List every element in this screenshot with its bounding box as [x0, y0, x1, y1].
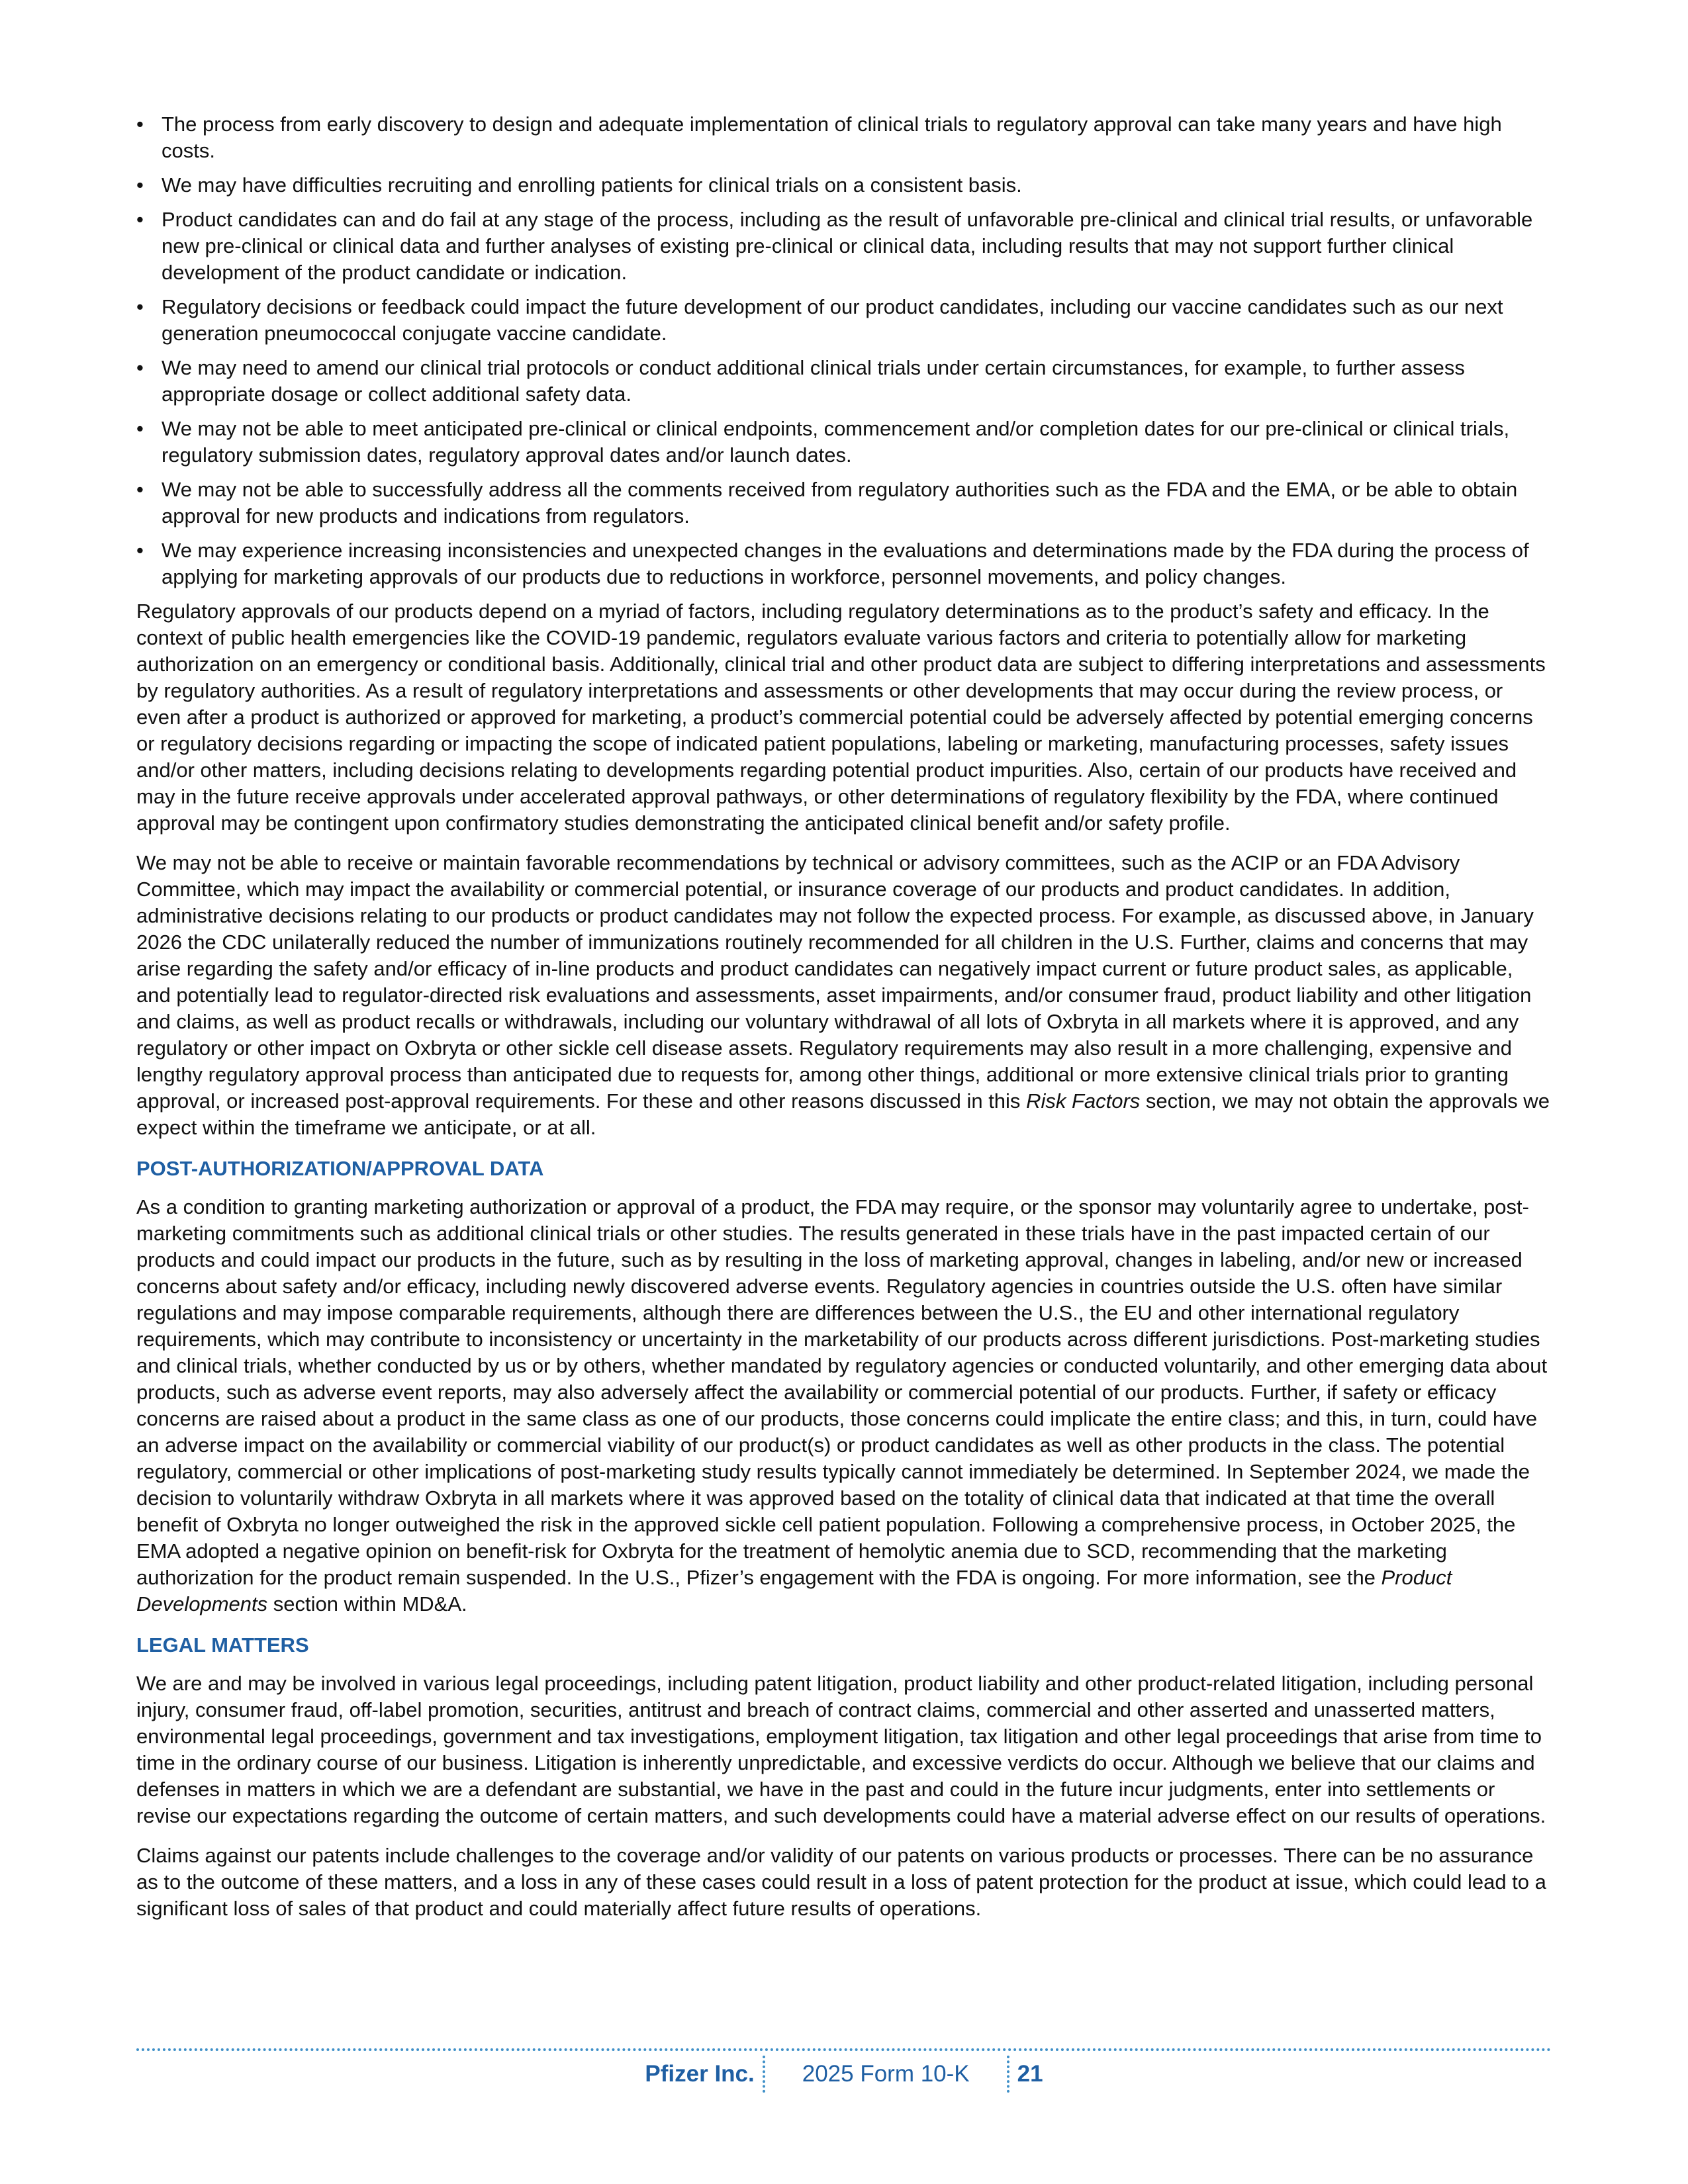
bullet-text: We may experience increasing inconsistencies and unexpected changes in the evaluations and determinations made by the FDA during the process of applying for marketing approvals of our products due to reductions in workforce, personnel movements, and policy changes. — [162, 539, 1529, 588]
bullet-text: We may not be able to meet anticipated pre-clinical or clinical endpoints, commencement and/or completion dates for our pre-clinical or clinical trials, regulatory submission dates, regulatory approval dates and/or launch dates. — [162, 417, 1510, 467]
paragraph-text: We may not be able to receive or maintain favorable recommendations by technical or advisory committees, such as the ACIP or an FDA Advisory Committee, which may impact the availability or commercial potential, or insurance coverage of our products and product candidates. In addition, administrative decisions relating to our products or product candidates may not follow the expected process. For example, as discussed above, in January 2026 the CDC unilaterally reduced the number of immunizations routinely recommended for all children in the U.S. Further, claims and concerns that may arise regarding the safety and/or efficacy of in-line products and product candidates can negatively impact current or future product sales, as applicable, and potentially lead to regulator-directed risk evaluations and assessments, asset impairments, and/or consumer fraud, product liability and other litigation and claims, as well as product recalls or withdrawals, including our voluntary withdrawal of all lots of Oxbryta in all markets where it is approved, and any regulatory or other impact on Oxbryta or other sickle cell disease assets. Regulatory requirements may also result in a more challenging, expensive and lengthy regulatory approval process than anticipated due to requests for, among other things, additional or more extensive clinical trials prior to granting approval, or increased post-approval requirements. For these and other reasons discussed in this — [136, 851, 1534, 1113]
bullet-marker: • — [136, 295, 144, 318]
paragraph-text: section, we may not obtain the approvals we expect within the timeframe we anticipate, or at all. — [136, 1089, 1550, 1139]
paragraph-post-authorization — [136, 1194, 1552, 1617]
page-content — [136, 111, 1552, 1935]
bullet-marker: • — [136, 539, 144, 562]
bullet-marker: • — [136, 173, 144, 197]
bullet-text: The process from early discovery to design and adequate implementation of clinical trials to regulatory approval can take many years and have high costs. — [162, 113, 1502, 162]
bullet-item — [136, 111, 1552, 164]
bullet-text: We may need to amend our clinical trial protocols or conduct additional clinical trials under certain circumstances, for example, to further assess appropriate dosage or collect additional safety data. — [162, 356, 1465, 406]
bullet-item — [136, 294, 1552, 347]
bullet-item — [136, 477, 1552, 529]
bullet-text: We may not be able to successfully address all the comments received from regulatory authorities such as the FDA and the EMA, or be able to obtain approval for new products and indications from regulators. — [162, 478, 1518, 527]
paragraph-text: As a condition to granting marketing authorization or approval of a product, the FDA may require, or the sponsor may voluntarily agree to undertake, post-marketing commitments such as additional clinical trials or other studies. The results generated in these trials have in the past impacted certain of our products and could impact our products in the future, such as by resulting in the loss of marketing approval, changes in labeling, and/or new or increased concerns about safety and/or efficacy, including newly discovered adverse events. Regulatory agencies in countries outside the U.S. often have similar regulations and may impose comparable requirements, although there are differences between the U.S., the EU and other international regulatory requirements, which may contribute to inconsistency or uncertainty in the marketability of our products across different jurisdictions. Post-marketing studies and clinical trials, whether conducted by us or by others, whether mandated by regulatory agencies or conducted voluntarily, and other emerging data about products, such as adverse event reports, may also adversely affect the availability or commercial potential of our products. Further, if safety or efficacy concerns are raised about a product in the same class as one of our products, those concerns could implicate the entire class; and this, in turn, could have an adverse impact on the availability or commercial viability of our product(s) or product candidates as well as other products in the class. The potential regulatory, commercial or other implications of post-marketing study results typically cannot immediately be determined. In September 2024, we made the decision to voluntarily withdraw Oxbryta in all markets where it was approved based on the totality of clinical data that indicated at that time the overall benefit of Oxbryta no longer outweighed the risk in the approved sickle cell patient population. Following a comprehensive process, in October 2025, the EMA adopted a negative opinion on benefit-risk for Oxbryta for the treatment of hemolytic anemia due to SCD, recommending that the marketing authorization for the product remain suspended. In the U.S., Pfizer’s engagement with the FDA is ongoing. For more information, see the — [136, 1195, 1548, 1589]
paragraph-text: section within MD&A. — [267, 1592, 467, 1615]
bullet-text: We may have difficulties recruiting and enrolling patients for clinical trials on a consistent basis. — [162, 173, 1022, 197]
paragraph-advisory-committees — [136, 850, 1552, 1141]
heading-legal-matters: LEGAL MATTERS — [136, 1633, 309, 1657]
bullet-marker: • — [136, 356, 144, 379]
bullet-item — [136, 355, 1552, 408]
risk-bullet-list — [136, 111, 1552, 590]
paragraph-regulatory-approvals: Regulatory approvals of our products depend on a myriad of factors, including regulatory determinations as to the product’s safety and efficacy. In the context of public health emergencies like the COVID-19 pandemic, regulators evaluate various factors and criteria to potentially allow for marketing authorization on an emergency or conditional basis. Additionally, clinical trial and other product data are subject to differing interpretations and assessments by regulatory authorities. As a result of regulatory interpretations and assessments or other developments that may occur during the review process, or even after a product is authorized or approved for marketing, a product’s commercial potential could be adversely affected by potential emerging concerns or regulatory decisions regarding or impacting the scope of indicated patient populations, labeling or marketing, manufacturing processes, safety issues and/or other matters, including decisions relating to developments regarding potential product impurities. Also, certain of our products have received and may in the future receive approvals under accelerated approval pathways, or other determinations of regulatory flexibility by the FDA, where continued approval may be contingent upon confirmatory studies demonstrating the anticipated clinical benefit and/or safety profile. — [136, 600, 1546, 835]
footer-company-name: Pfizer Inc. — [645, 2061, 755, 2087]
bullet-item — [136, 416, 1552, 469]
paragraph-patent-claims: Claims against our patents include challenges to the coverage and/or validity of our patents on various products or processes. There can be no assurance as to the outcome of these matters, and a loss in any of these cases could result in a loss of patent protection for the product at issue, which could lead to a significant loss of sales of that product and could materially affect future results of operations. — [136, 1844, 1546, 1920]
bullet-item — [136, 172, 1552, 199]
bullet-marker: • — [136, 208, 144, 231]
bullet-marker: • — [136, 113, 144, 136]
footer-row — [136, 2051, 1552, 2097]
footer-page-number: 21 — [1017, 2061, 1043, 2087]
bullet-text: Product candidates can and do fail at any stage of the process, including as the result of unfavorable pre-clinical and clinical trial results, or unfavorable new pre-clinical or clinical data and further analyses of existing pre-clinical or clinical data, including results that may not support further clinical development of the product candidate or indication. — [162, 208, 1533, 284]
product-developments-italic: Product Developments — [136, 1566, 1452, 1615]
page-footer — [136, 2048, 1552, 2097]
bullet-item — [136, 537, 1552, 590]
bullet-text: Regulatory decisions or feedback could impact the future development of our product candidates, including our vaccine candidates such as our next generation pneumococcal conjugate vaccine candidate. — [162, 295, 1503, 345]
risk-factors-italic: Risk Factors — [1026, 1089, 1141, 1113]
footer-form-name: 2025 Form 10-K — [802, 2061, 970, 2087]
bullet-marker: • — [136, 478, 144, 501]
heading-post-authorization: POST-AUTHORIZATION/APPROVAL DATA — [136, 1157, 544, 1180]
bullet-item — [136, 206, 1552, 286]
paragraph-legal-proceedings: We are and may be involved in various legal proceedings, including patent litigation, product liability and other product-related litigation, including personal injury, consumer fraud, off-label promotion, securities, antitrust and breach of contract claims, commercial and other asserted and unasserted matters, environmental legal proceedings, government and tax investigations, employment litigation, tax litigation and other legal proceedings that arise from time to time in the ordinary course of our business. Litigation is inherently unpredictable, and excessive verdicts do occur. Although we believe that our claims and defenses in matters in which we are a defendant are substantial, we have in the past and could in the future incur judgments, enter into settlements or revise our expectations regarding the outcome of certain matters, and such developments could have a material adverse effect on our results of operations. — [136, 1672, 1546, 1827]
bullet-marker: • — [136, 417, 144, 440]
